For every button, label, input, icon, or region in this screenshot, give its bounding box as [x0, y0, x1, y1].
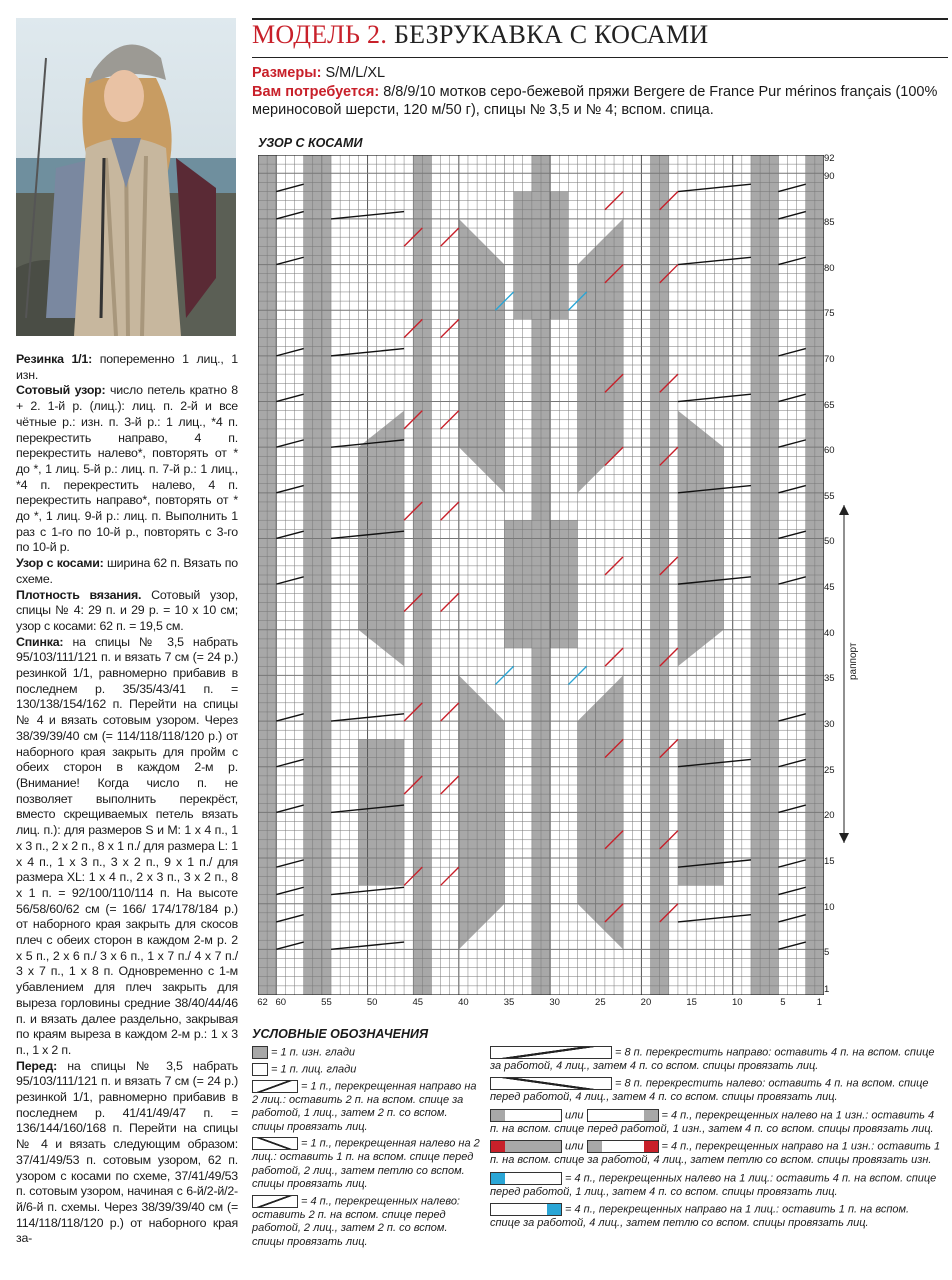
column-number: 35: [503, 997, 515, 1008]
cross-8-left-symbol: [490, 1077, 612, 1090]
instruction-heading: Резинка 1/1:: [16, 352, 93, 366]
legend-item: = 4 п., перекрещенных направо на 1 лиц.: оставить 1 п. на вспом. спице за работой, 4 лиц., затем петлю со вспом. спицы провязать лиц.: [490, 1203, 910, 1229]
purl-symbol: [252, 1046, 268, 1059]
instructions: [16, 352, 238, 1247]
page-title: [252, 20, 708, 50]
model-name: БЕЗРУКАВКА С КОСАМИ: [393, 20, 709, 49]
column-number: 15: [686, 997, 697, 1008]
model-photo: [16, 18, 236, 336]
row-number: 35: [824, 673, 835, 685]
cross-4-left-symbol: [252, 1195, 298, 1208]
row-number: 55: [824, 490, 835, 502]
legend-item: = 1 п. лиц. глади: [271, 1063, 357, 1076]
cross-left-symbol: [252, 1137, 298, 1150]
cross-knit-left-symbol: [490, 1172, 562, 1185]
legend-item: = 1 п. изн. глади: [271, 1046, 356, 1059]
column-numbers: [258, 997, 828, 1011]
materials-value: 8/8/9/10 мотков серо-бежевой пряжи Bergere de France Pur mérinos français (100% мериносовой шерсти, 120 м/50 г), спицы № 3,5 и № 4; вспом. спица.: [252, 83, 938, 118]
row-number: 5: [824, 947, 830, 959]
row-number: 1: [824, 983, 830, 995]
cross-knit-right-symbol: [490, 1203, 562, 1216]
row-number: 65: [824, 399, 835, 411]
column-number: 5: [780, 997, 786, 1008]
column-number: 45: [412, 997, 424, 1008]
instruction-text: ширина 62 п. Вязать по схеме.: [16, 556, 238, 586]
column-number: 1: [816, 997, 823, 1008]
column-number: 50: [366, 997, 378, 1008]
instruction-paragraph: [16, 383, 238, 556]
legend-item: = 8 п. перекрестить налево: оставить 4 п. на вспом. спице перед работой, 4 лиц., затем 4 п. со вспом. спицы провязать лиц.: [490, 1077, 929, 1104]
instruction-text: попеременно 1 лиц., 1 изн.: [16, 352, 238, 382]
row-number: 25: [824, 764, 835, 776]
instruction-heading: Узор с косами:: [16, 556, 104, 571]
knitting-chart: [258, 155, 824, 995]
column-number: 30: [549, 997, 560, 1008]
row-number: 75: [824, 308, 835, 320]
row-number: 10: [824, 901, 835, 913]
column-number: 60: [275, 997, 287, 1008]
instruction-text: на спицы № 3,5 набрать 95/103/111/121 п. и вязать 7 см (= 24 р.) резинкой 1/1, равномерно прибавив в последнем р. 41/41/49/47 п. = 136/144/160/168 п. Перейти на спицы № 4 и вязать следующим образом: 37/41/49/53 п. сотовым узором, 62 п. узором с косами по схеме, 37/41/49/53 п. сотовым узором, начиная с 6-й/2-й/2-й/6-й п. схемы. Через 38/39/39/40 см (= 114/118/118/120 р.) от наборного края за-: [16, 1058, 238, 1246]
cross-purl-left-symbol: [490, 1109, 562, 1122]
legend-item: = 4 п., перекрещенных налево на 1 лиц.: оставить 4 п. на вспом. спице перед работой, 1 лиц., затем 4 п. со вспом. спицы провязать лиц.: [490, 1172, 937, 1198]
legend-right: [490, 1046, 942, 1230]
cross-purl-right-symbol: [490, 1140, 562, 1153]
instruction-paragraph: [16, 556, 238, 587]
legend-item: = 8 п. перекрестить направо: оставить 4 п. на вспом. спице за работой, 4 лиц., затем 4 п. со вспом. спицы провязать лиц.: [490, 1046, 935, 1072]
cross-purl-right-alt-symbol: [587, 1140, 659, 1153]
row-number: 40: [824, 627, 835, 639]
row-number: 90: [824, 171, 835, 183]
row-number: 60: [824, 445, 835, 457]
or-text: или: [565, 1109, 584, 1122]
column-number: 62: [257, 997, 268, 1008]
row-number: 70: [824, 353, 835, 365]
row-number: 92: [824, 153, 835, 164]
cross-8-right-symbol: [490, 1046, 612, 1059]
column-number: 55: [321, 997, 332, 1008]
model-number: МОДЕЛЬ 2.: [252, 20, 388, 49]
legend-item: = 1 п., перекрещенная налево на 2 лиц.: оставить 1 п. на вспом. спице перед работой, 2 лиц., затем петлю со вспом. спицы провязать лиц.: [252, 1137, 480, 1191]
row-number: 80: [824, 262, 835, 274]
knit-symbol: [252, 1063, 268, 1076]
column-number: 40: [458, 997, 469, 1008]
sizes-value: S/M/L/XL: [325, 65, 386, 81]
materials-label: Вам потребуется:: [252, 83, 380, 100]
chart-title: УЗОР С КОСАМИ: [258, 136, 363, 150]
legend-item: = 4 п., перекрещенных направо на 1 изн.: оставить 1 п. на вспом. спице за работой, 4 лиц., затем петлю со вспом. спицы провязать изн.: [490, 1140, 941, 1167]
cross-right-symbol: [252, 1080, 298, 1093]
column-number: 20: [640, 997, 652, 1008]
column-number: 10: [731, 997, 743, 1008]
legend-item: = 4 п., перекрещенных налево на 1 изн.: оставить 4 п. на вспом. спице перед работой, 1 изн., затем 4 п. со вспом. спицы провязать лиц.: [490, 1109, 935, 1135]
instruction-text: на спицы № 3,5 набрать 95/103/111/121 п. и вязать 7 см (= 24 р.) резинкой 1/1, равномерно прибавив в последнем р. 35/35/43/41 п. = 130/138/154/162 п. Перейти на спицы № 4 и вязать сотовым узором. Через 38/39/39/40 см (= 114/118/118/120 р.) от наборного края закрыть для пройм с обеих сторон в каждом 2-м р. (Внимание! Когда число п. не позволяет выполнить перекрёст, вместо скрещиваемых петель вязать лиц. п.): для размеров S и M: 1 х 4 п., 1 х 3 п., 2 х 2 п., 8 х 1 п./ для размера L: 1 х 4 п., 1 х 3 п., 3 х 2 п., 9 х 1 п./ для размера XL: 1 х 4 п., 2 х 3 п., 3 х 2 п., 8 х 1 п. = 92/100/110/114 п. На высоте 56/58/60/62 см (= 166/ 174/178/184 р.) от наборного края закрыть для скосов плеч с обеих сторон в каждом 2-м р. 2 х 5 п., 2 х 6 п./ 3 х 6 п., 1 х 7 п./ 4 х 7 п./ 3 х 7 п., 1 х 8 п. Одновременно с 1-м убавлением для плеч закрыть для выреза горловины средние 38/40/44/46 п. и вязать далее раздельно, закрывая по краям выреза в каждом 2-м р.: 1 х 3 п., 1 х 2 п.: [16, 634, 238, 1057]
instruction-text: Сотовый узор, спицы № 4: 29 п. и 29 р. = 10 х 10 см; узор с косами: 62 п. = 19,5 см.: [16, 587, 239, 633]
legend-left: [252, 1046, 482, 1249]
cross-purl-left-alt-symbol: [587, 1109, 659, 1122]
instruction-heading: Перед:: [16, 1058, 58, 1073]
row-number: 15: [824, 856, 835, 868]
instruction-paragraph: [16, 352, 238, 383]
instruction-text: число петель кратно 8 + 2. 1-й р. (лиц.): лиц. п. 2-й и все чётные р.: изн. п. 3-й р.: 1 лиц., *4 п. перекрестить направо, 4 п. перекрестить налево*, повторять от * до *, 1 лиц. 5-й р.: лиц. п. 7-й р.: 1 лиц., *4 п. перекрестить налево, 4 п. перекрестить направо*, повторять от * до *, 1 лиц. 9-й р.: лиц. п. Выполнить 1 раз с 1-го по 10-й р., повторять с 3-го по 10-й р.: [16, 383, 238, 555]
instruction-heading: Плотность вязания.: [16, 587, 142, 602]
row-number: 30: [824, 719, 835, 731]
legend-item: = 4 п., перекрещенных налево: оставить 2 п. на вспом. спице перед работой, 2 лиц., затем 2 п. со вспом. спицы провязать лиц.: [252, 1195, 460, 1248]
rapport-label: раппорт: [848, 642, 859, 680]
column-number: 25: [595, 997, 606, 1008]
sizes-label: Размеры:: [252, 65, 322, 81]
row-number: 20: [824, 810, 835, 822]
header-info: [252, 64, 942, 120]
row-number: 85: [824, 216, 835, 228]
legend-item: = 1 п., перекрещенная направо на 2 лиц.: оставить 2 п. на вспом. спице за работой, 1 лиц., затем 2 п. со вспом. спицы провязать лиц.: [252, 1080, 477, 1133]
row-number: 50: [824, 536, 835, 548]
instruction-paragraph: [16, 1059, 238, 1247]
instruction-heading: Сотовый узор:: [16, 383, 106, 398]
instruction-heading: Спинка:: [16, 634, 64, 649]
row-number: 45: [824, 582, 835, 594]
or-text: или: [565, 1140, 584, 1153]
legend-title: УСЛОВНЫЕ ОБОЗНАЧЕНИЯ: [252, 1027, 429, 1041]
instruction-paragraph: [16, 635, 238, 1059]
instruction-paragraph: [16, 588, 238, 635]
